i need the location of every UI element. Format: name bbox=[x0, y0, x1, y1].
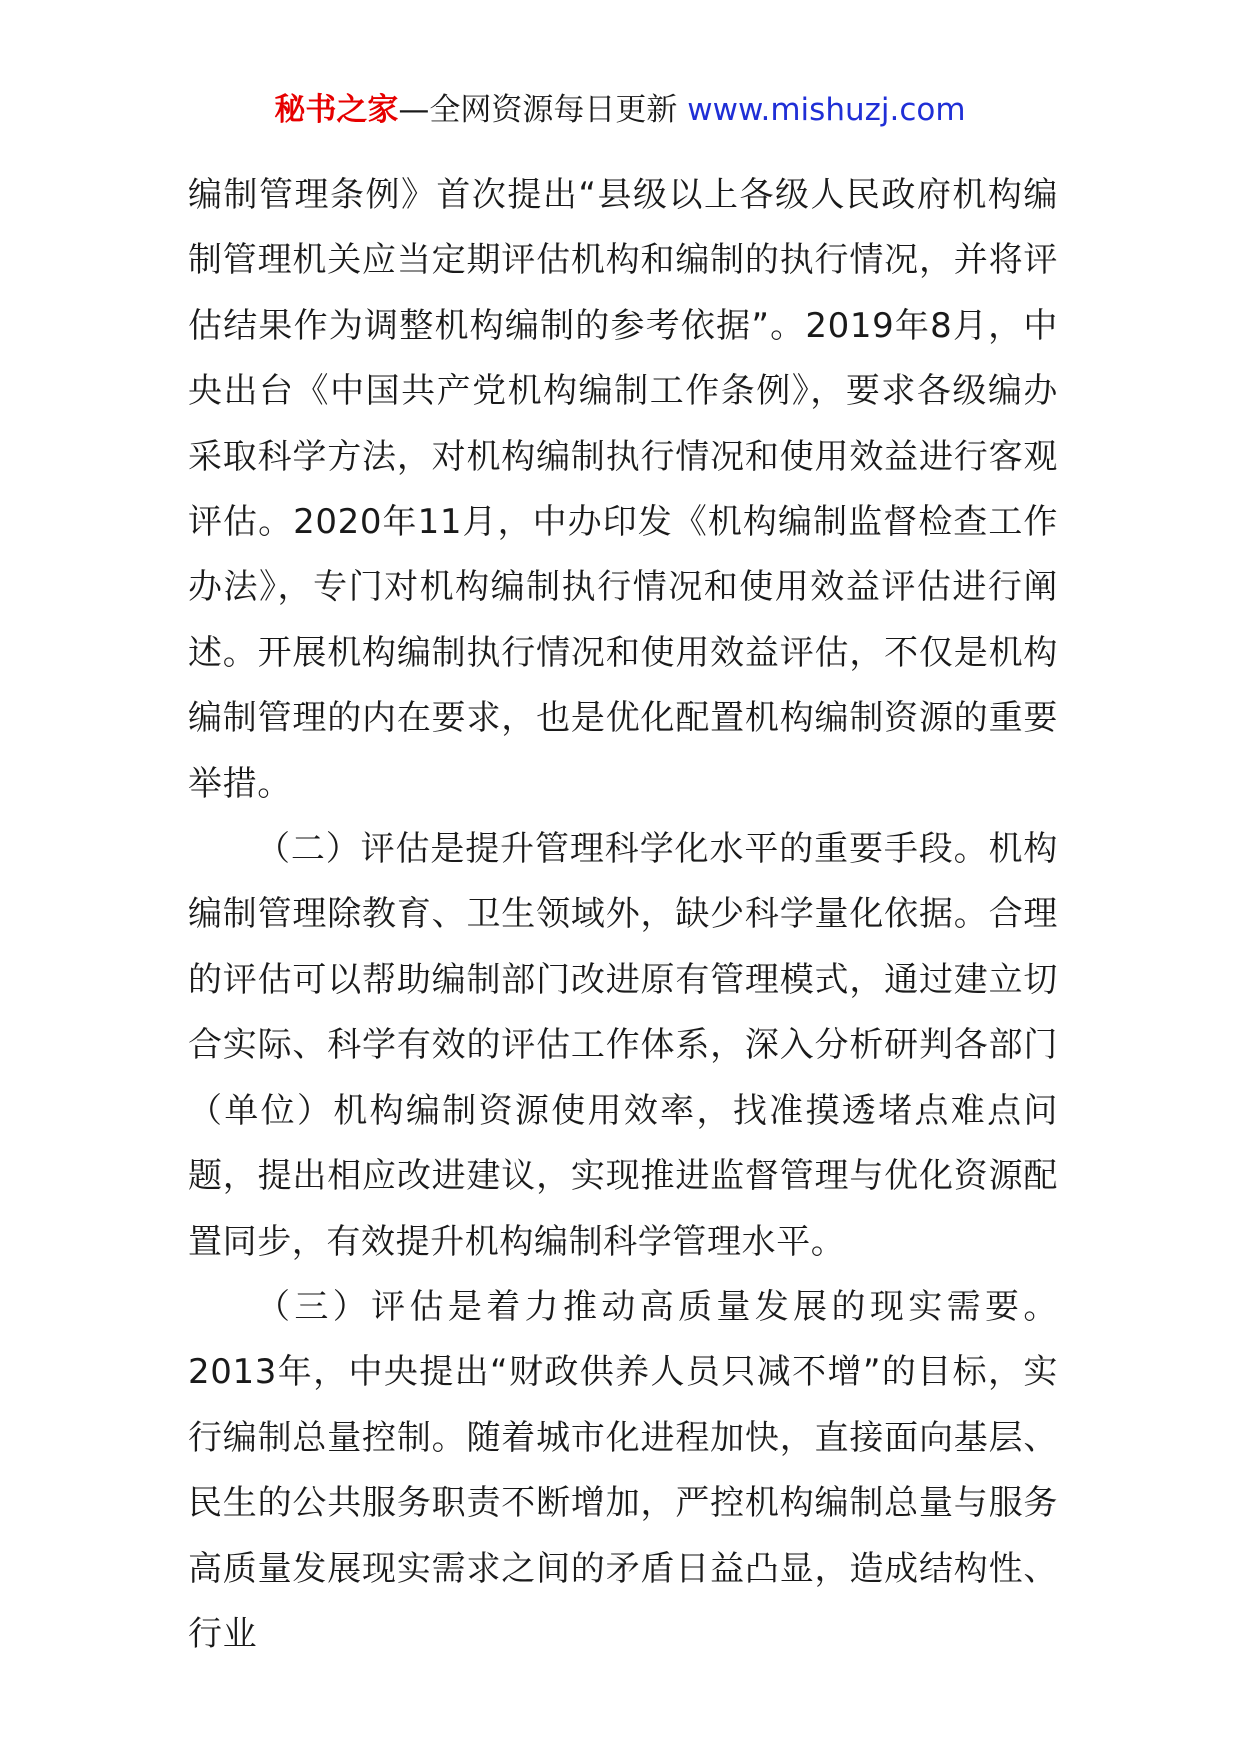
paragraph-2: （二）评估是提升管理科学化水平的重要手段。机构编制管理除教育、卫生领域外，缺少科学量化依据。合理的评估可以帮助编制部门改进原有管理模式，通过建立切合实际、科学有效的评估工作体系，深入分析研判各部门（单位）机构编制资源使用效率，找准摸透堵点难点问题，提出相应改进建议，实现推进监督管理与优化资源配置同步，有效提升机构编制科学管理水平。 bbox=[188, 829, 1058, 1262]
site-brand: 秘书之家 bbox=[274, 92, 399, 128]
site-url-link[interactable]: www.mishuzj.com bbox=[687, 92, 966, 128]
page-header bbox=[0, 92, 1240, 129]
document-body bbox=[188, 163, 1058, 1667]
site-tagline: —全网资源每日更新 bbox=[398, 92, 678, 128]
paragraph-3: （三）评估是着力推动高质量发展的现实需要。2013年，中央提出“财政供养人员只减不增”的目标，实行编制总量控制。随着城市化进程加快，直接面向基层、民生的公共服务职责不断增加，严控机构编制总量与服务高质量发展现实需求之间的矛盾日益凸显，造成结构性、行业 bbox=[188, 1286, 1058, 1654]
paragraph-1: 编制管理条例》首次提出“县级以上各级人民政府机构编制管理机关应当定期评估机构和编制的执行情况，并将评估结果作为调整机构编制的参考依据”。2019年8月，中央出台《中国共产党机构编制工作条例》，要求各级编办采取科学方法，对机构编制执行情况和使用效益进行客观评估。2020年11月，中办印发《机构编制监督检查工作办法》，专门对机构编制执行情况和使用效益评估进行阐述。开展机构编制执行情况和使用效益评估，不仅是机构编制管理的内在要求，也是优化配置机构编制资源的重要举措。 bbox=[188, 175, 1058, 804]
